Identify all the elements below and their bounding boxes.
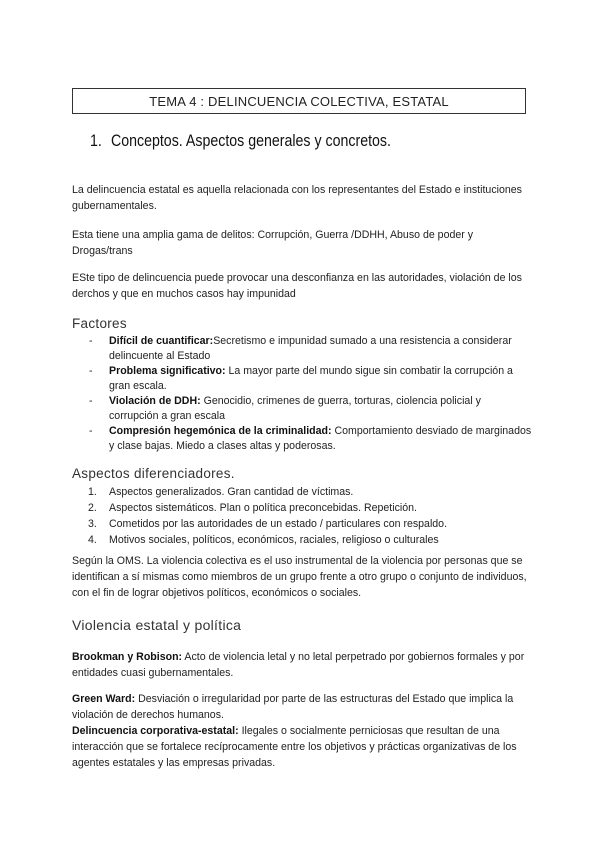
- oms-paragraph: Según la OMS. La violencia colectiva es el uso instrumental de la violencia por personas que se identifican a sí mismas como miembros de un grupo frente a otro grupo o conjunto de individuos, con el fin de lograr objetivos políticos, económicos o sociales.: [72, 555, 527, 599]
- document-title: TEMA 4 : DELINCUENCIA COLECTIVA, ESTATAL: [72, 88, 526, 114]
- factor-text: Genocidio, crimenes de guerra, torturas, ciolencia policial y corrupción a gran escala: [109, 395, 481, 422]
- list-item: [72, 532, 532, 548]
- definition-brookman: [72, 649, 532, 681]
- dash-bullet: -: [89, 365, 93, 377]
- factor-text: Secretismo e impunidad sumado a una resistencia a considerar delincuente al Estado: [109, 335, 512, 362]
- factor-text: La mayor parte del mundo sigue sin combatir la corrupción a gran escala.: [109, 365, 513, 392]
- definition-text: Ilegales o socialmente perniciosas que resultan de una interacción que se fortalece recíprocamente entre los objetivos y prácticas organizativas de los agentes estatales y las empresas privadas.: [72, 725, 517, 769]
- item-number: 4.: [88, 534, 97, 546]
- item-text: Motivos sociales, políticos, económicos, raciales, religioso o culturales: [109, 534, 439, 546]
- factor-term: Difícil de cuantificar:: [109, 335, 214, 347]
- list-item: [72, 516, 532, 532]
- definition-term: Green Ward:: [72, 693, 136, 705]
- dash-bullet: -: [89, 425, 93, 437]
- definition-text: Desviación o irregularidad por parte de las estructuras del Estado que implica la violación de derechos humanos.: [72, 693, 514, 721]
- definition-term: Delincuencia corporativa-estatal:: [72, 725, 239, 737]
- violencia-heading: Violencia estatal y política: [72, 617, 242, 633]
- section-title: Conceptos. Aspectos generales y concretos.: [110, 132, 391, 150]
- intro-paragraph-2: Esta tiene una amplia gama de delitos: Corrupción, Guerra /DDHH, Abuso de poder y Drogas/trans: [72, 229, 474, 257]
- list-item: [72, 364, 532, 394]
- factor-text: Comportamiento desviado de marginados y clase bajas. Miedo a clases altas y poderosas.: [109, 425, 532, 452]
- dash-bullet: -: [89, 395, 93, 407]
- item-number: 3.: [88, 518, 97, 530]
- item-text: Aspectos generalizados. Gran cantidad de víctimas.: [109, 486, 354, 498]
- item-number: 2.: [88, 502, 97, 514]
- factor-term: Violación de DDH:: [109, 395, 201, 407]
- list-item: [72, 484, 532, 500]
- list-item: [72, 394, 532, 424]
- intro-paragraph-1: La delincuencia estatal es aquella relacionada con los representantes del Estado e instituciones gubernamentales.: [72, 184, 522, 212]
- section-number: 1.: [90, 132, 102, 150]
- list-item: [72, 500, 532, 516]
- definition-corporativa-estatal: [72, 723, 532, 771]
- definition-term: Brookman y Robison:: [72, 651, 183, 663]
- section-heading: [90, 132, 391, 151]
- factor-term: Problema significativo:: [109, 365, 226, 377]
- aspectos-list: [72, 484, 532, 548]
- intro-paragraph-3: ESte tipo de delincuencia puede provocar una desconfianza en las autoridades, violación de los derchos y que en muchos casos hay impunidad: [72, 272, 522, 300]
- factores-list: [72, 334, 532, 454]
- dash-bullet: -: [89, 335, 93, 347]
- list-item: [72, 424, 532, 454]
- item-number: 1.: [88, 486, 97, 498]
- item-text: Aspectos sistemáticos. Plan o política preconcebidas. Repetición.: [109, 502, 417, 514]
- factores-heading: Factores: [72, 316, 127, 331]
- aspectos-heading: Aspectos diferenciadores.: [72, 466, 235, 481]
- definition-text: Acto de violencia letal y no letal perpetrado por gobiernos formales y por entidades cuasi gubernamentales.: [72, 651, 525, 679]
- item-text: Cometidos por las autoridades de un estado / particulares con respaldo.: [109, 518, 448, 530]
- factor-term: Compresión hegemónica de la criminalidad:: [109, 425, 332, 437]
- list-item: [72, 334, 532, 364]
- definition-green-ward: [72, 691, 532, 723]
